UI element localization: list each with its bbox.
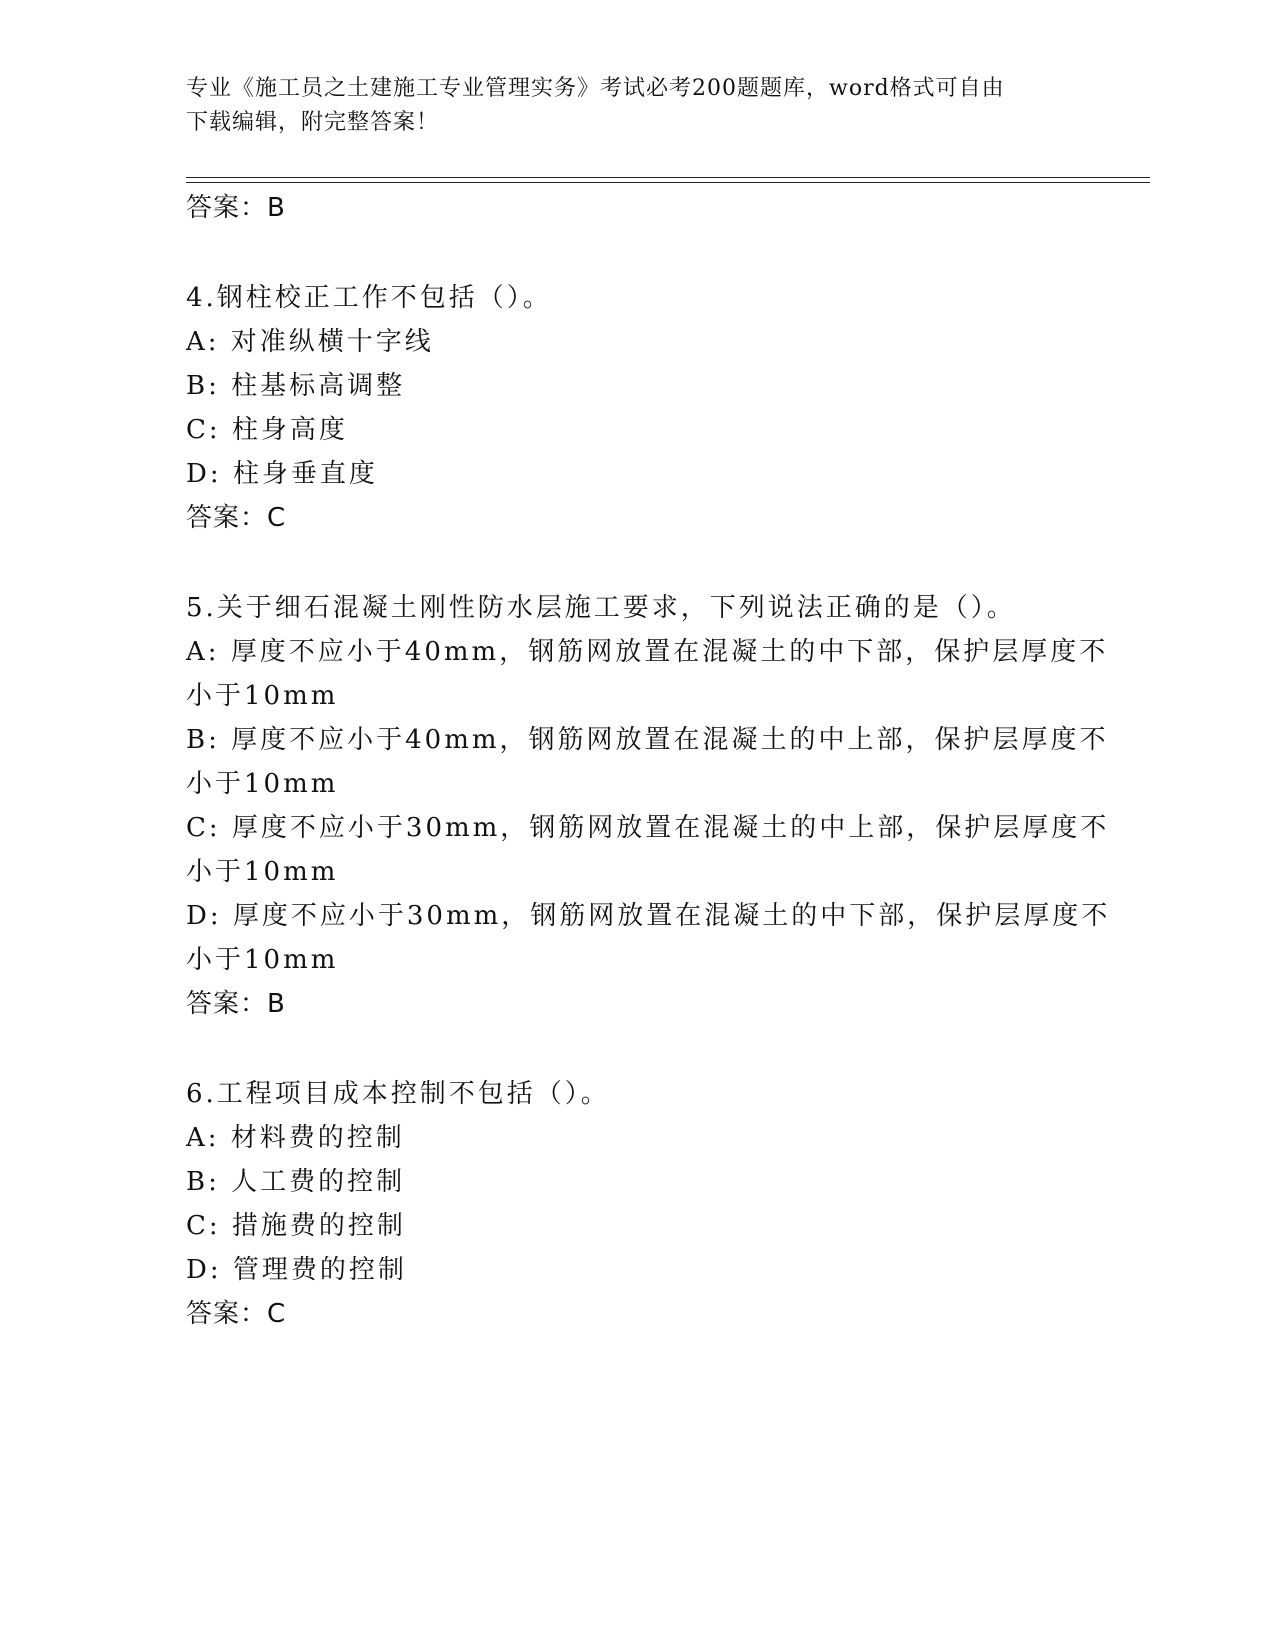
- q6-option-c: C: 措施费的控制: [186, 1211, 406, 1241]
- header-divider-bottom: [186, 182, 1150, 183]
- q5-stem: 5.关于细石混凝土刚性防水层施工要求，下列说法正确的是（）。: [186, 593, 1016, 623]
- q6-option-d: D: 管理费的控制: [186, 1255, 407, 1285]
- document-header: [186, 72, 1086, 140]
- q6-option-b: B: 人工费的控制: [186, 1167, 406, 1197]
- q5-answer: 答案：B: [186, 989, 286, 1019]
- q5-option-a-line2: 小于10mm: [186, 681, 339, 711]
- q6-stem: 6.工程项目成本控制不包括（）。: [186, 1079, 610, 1109]
- q4-option-d: D: 柱身垂直度: [186, 459, 378, 489]
- q5-option-b-line2: 小于10mm: [186, 769, 339, 799]
- q5-option-d-line2: 小于10mm: [186, 945, 339, 975]
- q5-option-b-line1: B: 厚度不应小于40mm，钢筋网放置在混凝土的中上部，保护层厚度不: [186, 725, 1109, 755]
- q5-option-c-line1: C: 厚度不应小于30mm，钢筋网放置在混凝土的中上部，保护层厚度不: [186, 813, 1110, 843]
- q4-option-a: A: 对准纵横十字线: [186, 327, 434, 357]
- q4-stem: 4.钢柱校正工作不包括（）。: [186, 283, 552, 313]
- q5-option-d-line1: D: 厚度不应小于30mm，钢筋网放置在混凝土的中下部，保护层厚度不: [186, 901, 1111, 931]
- q4-option-b: B: 柱基标高调整: [186, 371, 406, 401]
- header-line-2: 下载编辑，附完整答案！: [186, 110, 440, 135]
- q5-option-c-line2: 小于10mm: [186, 857, 339, 887]
- q6-answer: 答案：C: [186, 1299, 287, 1329]
- q6-option-a: A: 材料费的控制: [186, 1123, 405, 1153]
- q4-answer: 答案：C: [186, 503, 287, 533]
- q5-option-a-line1: A: 厚度不应小于40mm，钢筋网放置在混凝土的中下部，保护层厚度不: [186, 637, 1109, 667]
- q4-option-c: C: 柱身高度: [186, 415, 348, 445]
- header-divider-top: [186, 177, 1150, 178]
- header-line-1: 专业《施工员之土建施工专业管理实务》考试必考200题题库，word格式可自由: [186, 76, 1005, 101]
- answer-prev: 答案：B: [186, 193, 286, 223]
